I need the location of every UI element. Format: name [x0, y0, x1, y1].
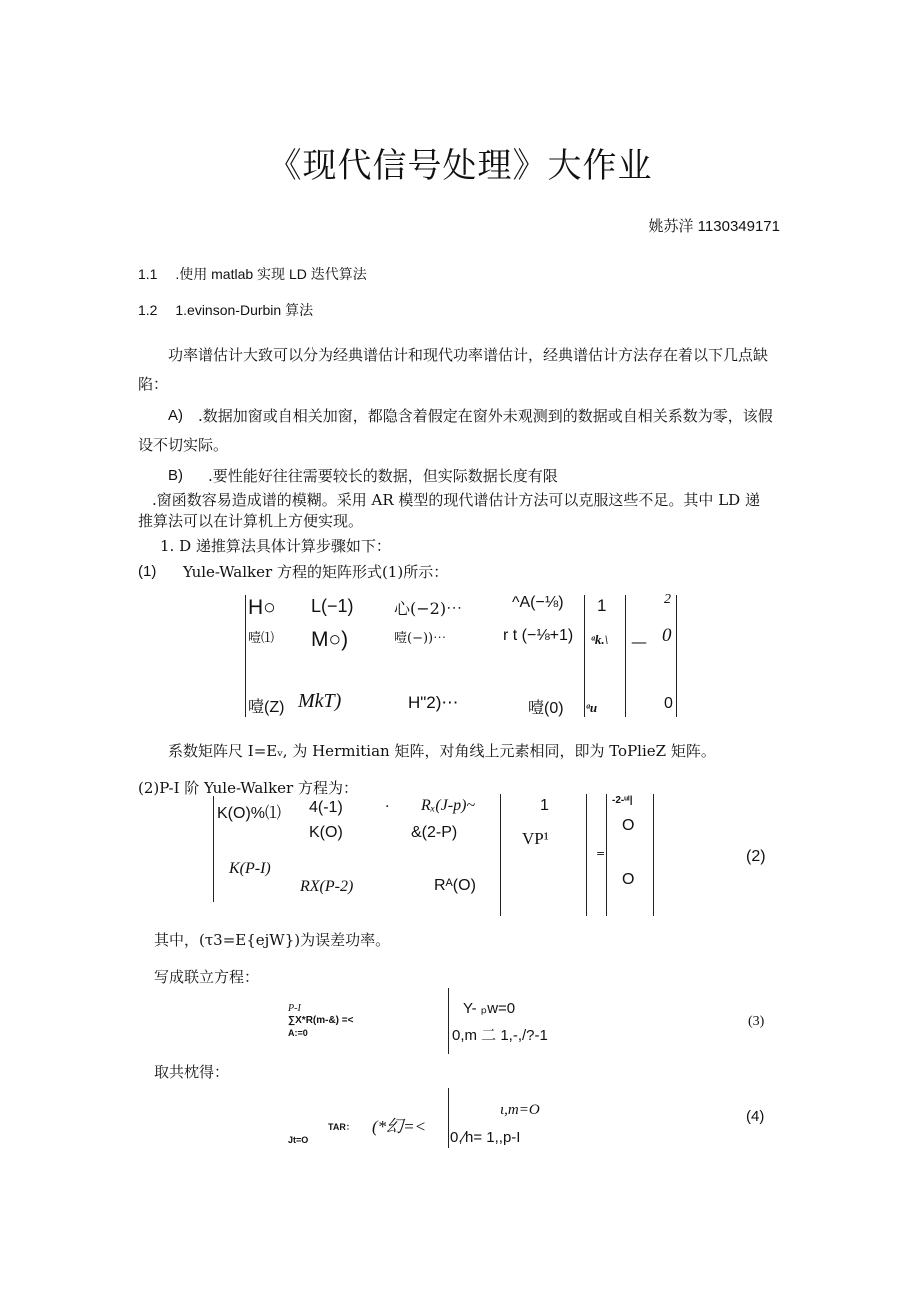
- m-r1-c2: L(−1): [311, 596, 354, 616]
- equals-dash: —: [631, 632, 647, 651]
- intro-line-1: 功率谱估计大致可以分为经典谱估计和现代功率谱估计，经典谱估计方法存在着以下几点缺: [168, 346, 769, 364]
- item-b-line-1: .要性能好往往需要较长的数据，但实际数据长度有限: [208, 467, 558, 485]
- matrix-bracket-left: [245, 595, 246, 717]
- step-1-label: (1): [138, 563, 157, 580]
- v2-r3: 0: [664, 695, 673, 712]
- where-text: 其中，(τ3=E{ejW})为误差功率。: [154, 931, 391, 949]
- m-r1-c4: ^A(−⅛): [512, 594, 564, 611]
- take-text: 取共枕得：: [154, 1063, 230, 1081]
- steps-intro: 1. D 递推算法具体计算步骤如下：: [160, 537, 391, 555]
- section-number: 1.1: [138, 266, 158, 282]
- e2-r4-c2: RX(P-2): [300, 878, 354, 895]
- sum-expression: ∑X*R(m-&) =<: [288, 1015, 354, 1026]
- section-title: 1.evinson-Durbin 算法: [175, 302, 314, 318]
- vector-bracket-right: [586, 794, 587, 916]
- item-c-line-2: 推算法可以在计算机上方便实现。: [138, 512, 364, 530]
- vector-bracket-right: [676, 595, 677, 717]
- e2-v1-r2: VP¹: [522, 829, 549, 848]
- m-r3-c1: 噎(Z): [248, 699, 285, 716]
- case-1: Y- ₚw=0: [463, 1000, 516, 1017]
- v2-r2: 0: [662, 625, 672, 646]
- v1-r1: 1: [597, 596, 607, 615]
- e2-r1-c2: 4(-1): [309, 799, 343, 816]
- item-c-line-1: .窗函数容易造成谱的模糊。采用 AR 模型的现代谱估计方法可以克服这些不足。其中 LD 递: [152, 491, 760, 509]
- item-a-line-1: .数据加窗或自相关加窗，都隐含着假定在窗外未观测到的数据或自相关系数为零，该假: [198, 407, 773, 425]
- item-a-line-2: 设不切实际。: [138, 436, 229, 454]
- m-r2-c2: M○): [311, 628, 349, 651]
- section-1-2: [138, 300, 313, 320]
- e2-r1-c3: ·: [385, 799, 390, 815]
- m-r2-c4: r t (−⅛+1): [503, 627, 574, 644]
- lhs-small: TAR：: [328, 1122, 355, 1132]
- e2-r1-c4: Rₓ(J-p)~: [421, 797, 476, 814]
- m-r2-c1: 噎⑴: [248, 631, 275, 646]
- matrix-bracket-right: [584, 595, 585, 717]
- section-1-1: [138, 264, 367, 284]
- step-1-text: Yule-Walker 方程的矩阵形式(1)所示：: [183, 563, 449, 581]
- result-bracket-right: [653, 794, 654, 916]
- e2-r2-c3: &(2-P): [411, 824, 458, 841]
- m-r1-c1: H○: [248, 596, 276, 619]
- v1-r2: ᵃk.\: [591, 632, 609, 647]
- e2-r4-c3: Rᴬ(O): [434, 877, 476, 894]
- intro-line-2: 陷：: [138, 375, 169, 393]
- sum-bottom: A:=0: [288, 1028, 308, 1038]
- sum-top: P-I: [288, 1003, 301, 1014]
- matrix-bracket-left: [213, 796, 214, 902]
- case-2: 0,⁄h= 1,,p-I: [450, 1129, 521, 1146]
- equation-number: (4): [746, 1108, 765, 1125]
- case-2: 0,m 二 1,-,/?-1: [452, 1027, 548, 1044]
- m-r1-c3: 心(−2)⋯: [394, 599, 463, 618]
- e2-v2-r4: O: [622, 871, 635, 888]
- cases-brace: [448, 1088, 449, 1148]
- v1-r3: ᵃu: [586, 700, 598, 715]
- vector-bracket-left: [625, 595, 626, 717]
- item-a-label: A): [168, 407, 183, 424]
- author: 姚苏洋 1130349171: [648, 218, 780, 235]
- section-number: 1.2: [138, 302, 158, 318]
- e2-v2-r1: -2-ᵘᴵ|: [612, 795, 633, 806]
- joint-text: 写成联立方程：: [154, 968, 260, 986]
- matrix-note: 系数矩阵尺 I=Eᵥ, 为 Hermitian 矩阵，对角线上元素相同，即为 ToPlieZ 矩阵。: [168, 742, 716, 760]
- m-r3-c4: 噎(0): [528, 700, 564, 717]
- e2-equals: =: [596, 847, 606, 860]
- cases-brace: [448, 988, 449, 1054]
- item-b-label: B): [168, 467, 183, 484]
- matrix-bracket-right: [500, 794, 501, 916]
- page-title: 《现代信号处理》大作业: [267, 146, 653, 186]
- equation-number: (3): [748, 1014, 765, 1029]
- e2-v1-r1: 1: [540, 797, 549, 814]
- section-title: .使用 matlab 实现 LD 迭代算法: [175, 266, 367, 282]
- result-bracket-left: [606, 794, 607, 916]
- m-r3-c3: H"2)⋯: [408, 693, 459, 712]
- lhs-expression: (*幻=<: [372, 1117, 427, 1136]
- m-r2-c3: 噎(−))⋯: [394, 631, 447, 646]
- e2-r2-c2: K(O): [309, 824, 343, 841]
- sum-bottom: Jt=O: [288, 1135, 309, 1145]
- step-2-text: (2)P-I 阶 Yule-Walker 方程为：: [138, 779, 358, 797]
- equation-number: (2): [746, 848, 766, 865]
- e2-r3-c1: K(P-I): [229, 860, 271, 877]
- e2-v2-r2: O: [622, 817, 635, 834]
- case-1: ι,m=O: [500, 1102, 540, 1118]
- v2-r1: 2: [664, 592, 671, 607]
- m-r3-c2: MkT): [298, 690, 342, 712]
- e2-r1-c1: K(O)%⑴: [217, 805, 282, 822]
